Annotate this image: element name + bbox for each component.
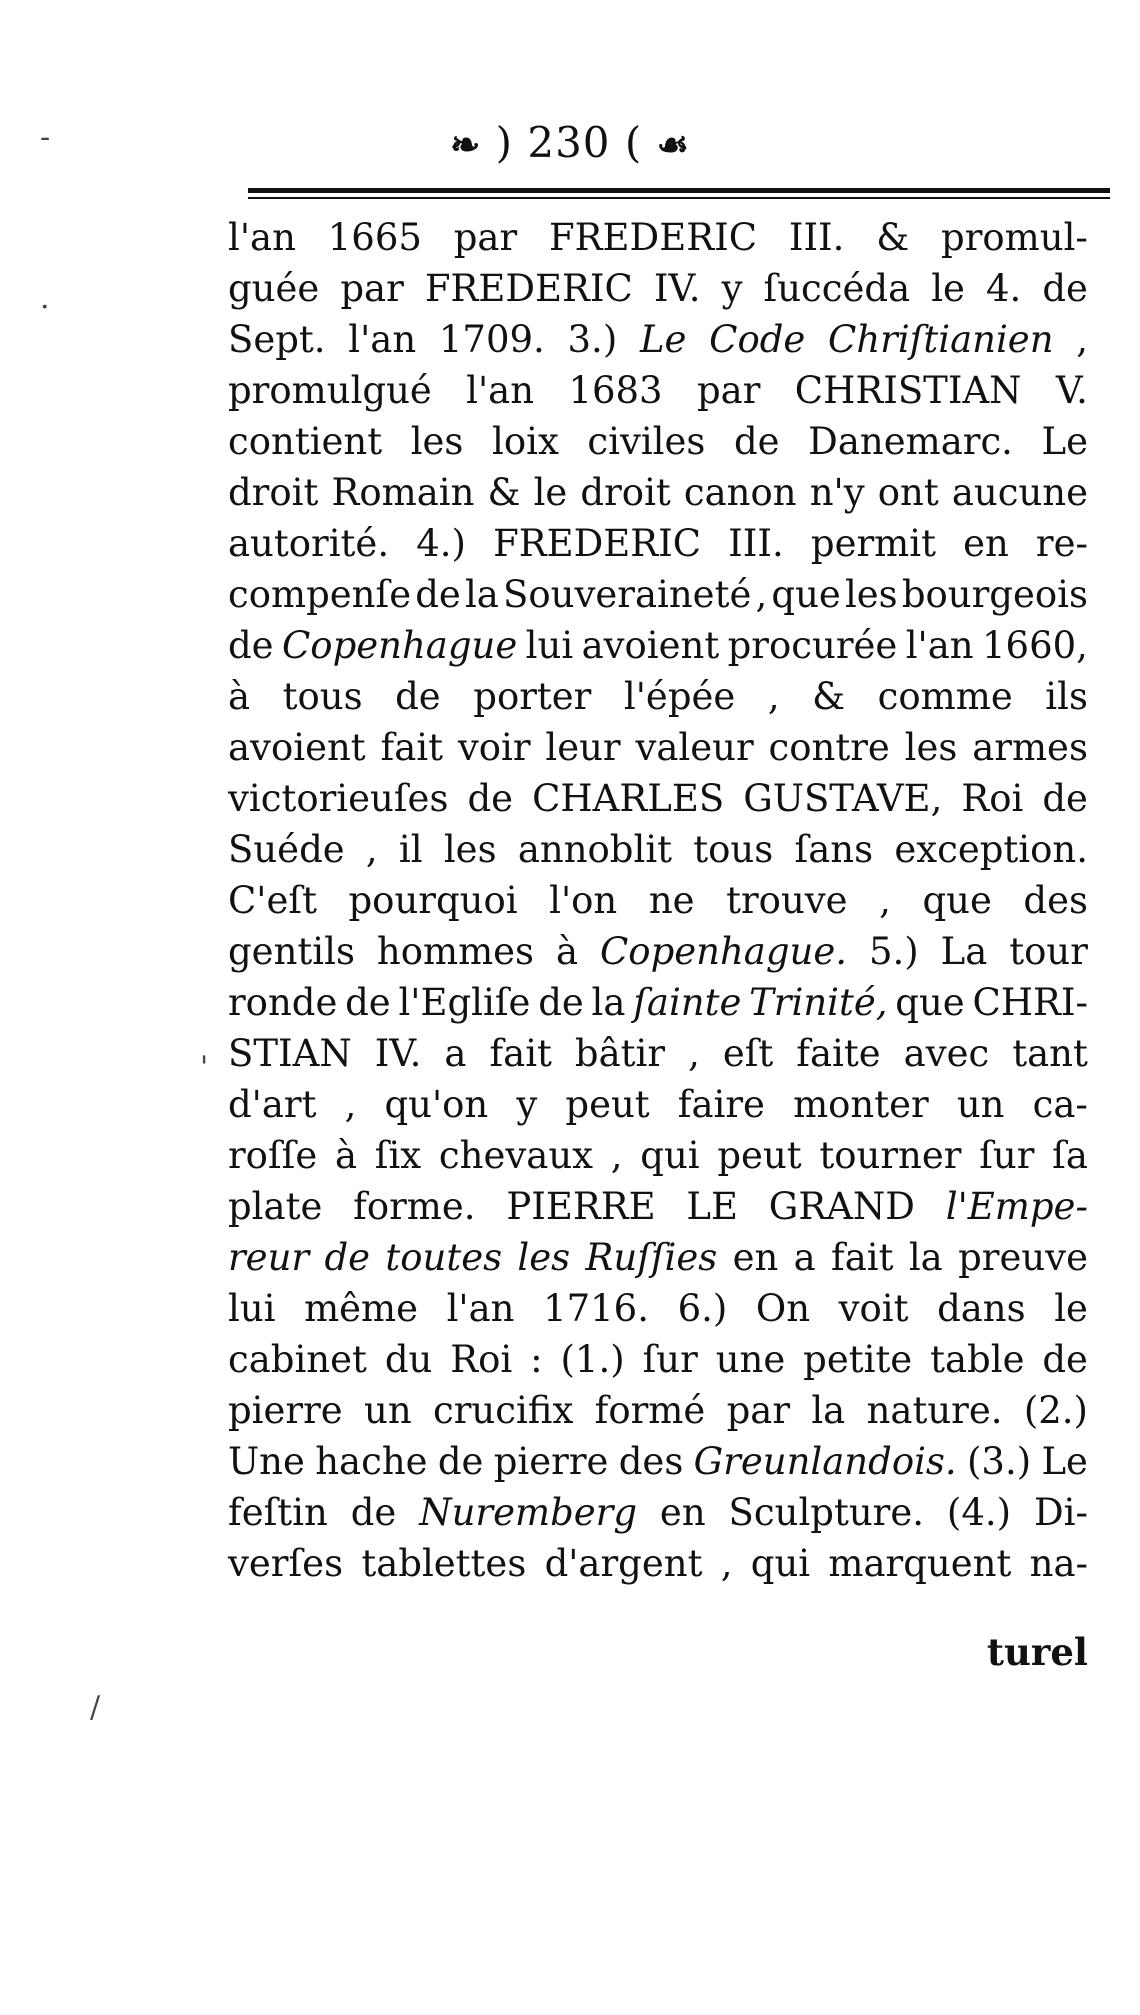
- word: il: [398, 828, 423, 871]
- word: LE: [686, 1185, 738, 1228]
- word: que: [922, 879, 992, 922]
- text-line: [228, 212, 1088, 263]
- word: les: [844, 573, 898, 616]
- word: pourquoi: [348, 879, 518, 922]
- word: droit: [580, 471, 671, 514]
- word: gentils: [228, 930, 355, 973]
- word: 3.): [567, 318, 618, 361]
- word: par: [340, 267, 404, 310]
- word: en: [963, 522, 1009, 565]
- word: un: [364, 1389, 412, 1432]
- word: bâtir: [574, 1032, 666, 1075]
- word: l'an: [228, 216, 296, 259]
- word: ,: [767, 675, 780, 718]
- word: autorité.: [228, 522, 390, 565]
- word: a: [793, 1236, 816, 1279]
- word: les: [517, 1236, 571, 1279]
- word: 1683: [568, 369, 663, 412]
- word: ,: [365, 828, 378, 871]
- text-line: [228, 1283, 1088, 1334]
- word: des: [1023, 879, 1088, 922]
- word: d'art: [228, 1083, 317, 1126]
- word: ,: [1076, 318, 1088, 361]
- word: qui: [640, 1134, 700, 1177]
- word: compenſe: [228, 573, 412, 616]
- word: ,: [610, 1134, 623, 1177]
- word: le: [1054, 1287, 1088, 1330]
- word: de: [437, 1440, 484, 1483]
- word: bourgeois: [901, 573, 1088, 616]
- word: roſſe: [228, 1134, 318, 1177]
- word: victorieuſes: [228, 777, 449, 820]
- word: qui: [750, 1542, 811, 1585]
- word: de: [350, 1491, 397, 1534]
- word: ,: [720, 1542, 733, 1585]
- word: forme.: [353, 1185, 476, 1228]
- word: a: [444, 1032, 467, 1075]
- word: de: [538, 981, 584, 1024]
- word: feſtin: [228, 1491, 328, 1534]
- word: petite: [803, 1338, 913, 1381]
- word: CHRI-: [972, 981, 1088, 1024]
- word: (2.): [1023, 1389, 1088, 1432]
- word: la: [464, 573, 499, 616]
- text-line: [228, 1028, 1088, 1079]
- word: 4.: [985, 267, 1022, 310]
- word: GRAND: [768, 1185, 915, 1228]
- word: Romain: [331, 471, 475, 514]
- text-line: [228, 824, 1088, 875]
- word: le: [931, 267, 965, 310]
- word: Sculpture.: [728, 1491, 925, 1534]
- word: fait: [489, 1032, 552, 1075]
- word: tant: [1012, 1032, 1088, 1075]
- word: trouve: [726, 879, 848, 922]
- word: de: [395, 675, 441, 718]
- word: 5.): [868, 930, 919, 973]
- word: Danemarc.: [808, 420, 1013, 463]
- word: que: [771, 573, 841, 616]
- word: nature.: [866, 1389, 1003, 1432]
- word: l'Egliſe: [398, 981, 531, 1024]
- word: à: [555, 930, 579, 973]
- word: dans: [937, 1287, 1026, 1330]
- word: tous: [282, 675, 363, 718]
- word: l'Empe-: [945, 1185, 1088, 1228]
- word: 4.): [416, 522, 466, 565]
- word: ſuccéda: [763, 267, 911, 310]
- word: chevaux: [438, 1134, 594, 1177]
- word: de: [1042, 267, 1088, 310]
- text-line: [228, 926, 1088, 977]
- word: que: [895, 981, 965, 1024]
- text-line: [228, 722, 1088, 773]
- word: armes: [972, 726, 1088, 769]
- word: tablettes: [361, 1542, 527, 1585]
- word: la: [908, 1236, 943, 1279]
- word: ,: [755, 573, 768, 616]
- word: Le: [1041, 1440, 1088, 1483]
- word: 1709.: [438, 318, 545, 361]
- word: cabinet: [228, 1338, 367, 1381]
- word: &: [812, 675, 846, 718]
- word: ronde: [228, 981, 338, 1024]
- word: (3.): [966, 1440, 1032, 1483]
- word: la: [811, 1389, 846, 1432]
- word: de: [1042, 777, 1088, 820]
- word: FREDERIC: [493, 522, 702, 565]
- margin-mark: -: [40, 120, 51, 155]
- word: 1660,: [982, 624, 1088, 667]
- word: re-: [1035, 522, 1088, 565]
- margin-mark: /: [90, 1690, 101, 1725]
- right-ornament-icon: ☙: [656, 124, 690, 166]
- word: de: [228, 624, 274, 667]
- word: canon: [683, 471, 797, 514]
- catchword: turel: [986, 1630, 1088, 1674]
- word: de: [415, 573, 461, 616]
- word: droit: [228, 471, 319, 514]
- word: aucune: [951, 471, 1088, 514]
- text-line: [228, 773, 1088, 824]
- word: de: [324, 1236, 371, 1279]
- word: de: [345, 981, 391, 1024]
- word: III.: [788, 216, 845, 259]
- word: ſur: [979, 1134, 1035, 1177]
- word: peut: [565, 1083, 650, 1126]
- text-line: [228, 671, 1088, 722]
- left-ornament-icon: ❧: [450, 124, 482, 166]
- text-line: [228, 1079, 1088, 1130]
- word: faire: [677, 1083, 765, 1126]
- text-line: [228, 1385, 1088, 1436]
- word: Le: [639, 318, 687, 361]
- word: preuve: [958, 1236, 1088, 1279]
- word: plate: [228, 1185, 323, 1228]
- text-line: [228, 977, 1088, 1028]
- word: à: [228, 675, 251, 718]
- word: tourner: [819, 1134, 962, 1177]
- word: Roi: [961, 777, 1024, 820]
- word: ,: [879, 879, 891, 922]
- word: fait: [831, 1236, 894, 1279]
- word: ſa: [1052, 1134, 1088, 1177]
- word: un: [956, 1083, 1005, 1126]
- word: marquent: [828, 1542, 1012, 1585]
- word: CHRISTIAN: [794, 369, 1022, 412]
- word: du: [384, 1338, 433, 1381]
- word: monter: [793, 1083, 929, 1126]
- word: y: [721, 267, 743, 310]
- word: Nuremberg: [419, 1491, 638, 1534]
- text-line: [228, 1334, 1088, 1385]
- word: (1.): [560, 1338, 625, 1381]
- word: 1716.: [543, 1287, 649, 1330]
- word: IV.: [653, 267, 701, 310]
- word: même: [304, 1287, 419, 1330]
- word: comme: [877, 675, 1013, 718]
- word: de: [1042, 1338, 1088, 1381]
- text-line: [228, 1232, 1088, 1283]
- word: d'argent: [544, 1542, 703, 1585]
- word: ſix: [374, 1134, 422, 1177]
- page-number: ) 230 (: [495, 118, 643, 167]
- word: par: [453, 216, 518, 259]
- word: des: [618, 1440, 684, 1483]
- word: eſt: [722, 1032, 774, 1075]
- word: lui: [228, 1287, 276, 1330]
- word: tous: [693, 828, 774, 871]
- word: formé: [594, 1389, 706, 1432]
- word: avoient: [581, 624, 720, 667]
- word: l'épée: [623, 675, 736, 718]
- word: (4.): [946, 1491, 1012, 1534]
- word: guée: [228, 267, 320, 310]
- word: qu'on: [384, 1083, 489, 1126]
- word: Copenhague.: [599, 930, 848, 973]
- word: les: [443, 828, 497, 871]
- word: les: [410, 420, 464, 463]
- word: toutes: [385, 1236, 503, 1279]
- word: &: [487, 471, 521, 514]
- word: ſainte: [633, 981, 742, 1024]
- word: Sept.: [228, 318, 326, 361]
- word: CHARLES: [532, 777, 725, 820]
- word: l'an: [446, 1287, 515, 1330]
- word: ne: [648, 879, 695, 922]
- word: La: [940, 930, 988, 973]
- word: &: [876, 216, 910, 259]
- word: crucifix: [432, 1389, 574, 1432]
- word: Copenhague: [281, 624, 518, 667]
- word: ſans: [794, 828, 874, 871]
- word: contre: [768, 726, 890, 769]
- word: permit: [810, 522, 936, 565]
- text-line: [228, 365, 1088, 416]
- word: promul-: [941, 216, 1088, 259]
- word: l'on: [549, 879, 618, 922]
- word: III.: [728, 522, 784, 565]
- text-line: [228, 875, 1088, 926]
- word: pierre: [228, 1389, 343, 1432]
- word: ,: [688, 1032, 700, 1075]
- word: 6.): [677, 1287, 728, 1330]
- word: la: [591, 981, 626, 1024]
- word: peut: [717, 1134, 802, 1177]
- word: avec: [903, 1032, 990, 1075]
- word: Chriſtianien: [828, 318, 1054, 361]
- text-line: [228, 1130, 1088, 1181]
- word: Ruſſies: [585, 1236, 718, 1279]
- word: une: [715, 1338, 786, 1381]
- header-rule-thin: [248, 197, 1110, 199]
- word: porter: [473, 675, 592, 718]
- word: voir: [457, 726, 531, 769]
- word: PIERRE: [506, 1185, 656, 1228]
- word: n'y: [809, 471, 865, 514]
- word: reur: [228, 1236, 310, 1279]
- word: FREDERIC: [424, 267, 633, 310]
- text-line: [228, 314, 1088, 365]
- word: avoient: [228, 726, 366, 769]
- word: ils: [1045, 675, 1088, 718]
- word: IV.: [374, 1032, 422, 1075]
- word: Le: [1041, 420, 1088, 463]
- text-line: [228, 1538, 1088, 1589]
- word: table: [930, 1338, 1025, 1381]
- word: contient: [228, 420, 383, 463]
- text-line: [228, 467, 1088, 518]
- word: l'an: [905, 624, 974, 667]
- word: par: [696, 369, 761, 412]
- word: ca-: [1032, 1083, 1088, 1126]
- word: na-: [1029, 1542, 1088, 1585]
- word: y: [516, 1083, 538, 1126]
- word: FREDERIC: [549, 216, 757, 259]
- word: V.: [1055, 369, 1088, 412]
- word: Roi: [450, 1338, 513, 1381]
- page-header: [0, 118, 1140, 167]
- word: faite: [796, 1032, 881, 1075]
- word: promulgué: [228, 369, 432, 412]
- header-rule: [248, 188, 1110, 193]
- word: Greunlandois.: [693, 1440, 957, 1483]
- word: civiles: [587, 420, 706, 463]
- text-line: [228, 263, 1088, 314]
- text-line: [228, 416, 1088, 467]
- word: ont: [877, 471, 939, 514]
- word: voit: [838, 1287, 909, 1330]
- word: hache: [315, 1440, 428, 1483]
- text-line: [228, 620, 1088, 671]
- word: STIAN: [228, 1032, 352, 1075]
- word: en: [732, 1236, 779, 1279]
- body-text: [228, 212, 1088, 1589]
- word: lui: [525, 624, 574, 667]
- word: annoblit: [517, 828, 673, 871]
- word: en: [659, 1491, 706, 1534]
- word: On: [755, 1287, 811, 1330]
- text-line: [228, 1181, 1088, 1232]
- word: par: [726, 1389, 791, 1432]
- word: :: [530, 1338, 543, 1381]
- word: C'eſt: [228, 879, 317, 922]
- text-line: [228, 569, 1088, 620]
- word: ſur: [642, 1338, 698, 1381]
- text-line: [228, 1436, 1088, 1487]
- word: loix: [492, 420, 559, 463]
- word: Trinité,: [749, 981, 888, 1024]
- word: Souveraineté: [503, 573, 752, 616]
- word: de: [733, 420, 780, 463]
- word: pierre: [493, 1440, 609, 1483]
- word: les: [904, 726, 958, 769]
- word: tour: [1009, 930, 1088, 973]
- word: Une: [228, 1440, 305, 1483]
- word: Code: [709, 318, 806, 361]
- text-line: [228, 518, 1088, 569]
- word: à: [334, 1134, 358, 1177]
- text-line: [228, 1487, 1088, 1538]
- word: de: [467, 777, 514, 820]
- word: GUSTAVE,: [743, 777, 943, 820]
- word: ,: [344, 1083, 357, 1126]
- word: Suéde: [228, 828, 345, 871]
- word: Di-: [1033, 1491, 1088, 1534]
- word: valeur: [635, 726, 754, 769]
- word: verſes: [228, 1542, 344, 1585]
- word: hommes: [376, 930, 535, 973]
- word: procurée: [727, 624, 898, 667]
- word: le: [533, 471, 568, 514]
- word: l'an: [348, 318, 417, 361]
- word: exception.: [894, 828, 1088, 871]
- word: 1665: [327, 216, 422, 259]
- word: leur: [545, 726, 621, 769]
- margin-mark: ': [200, 1050, 209, 1085]
- word: l'an: [466, 369, 535, 412]
- margin-mark: ·: [40, 290, 50, 325]
- word: fait: [380, 726, 443, 769]
